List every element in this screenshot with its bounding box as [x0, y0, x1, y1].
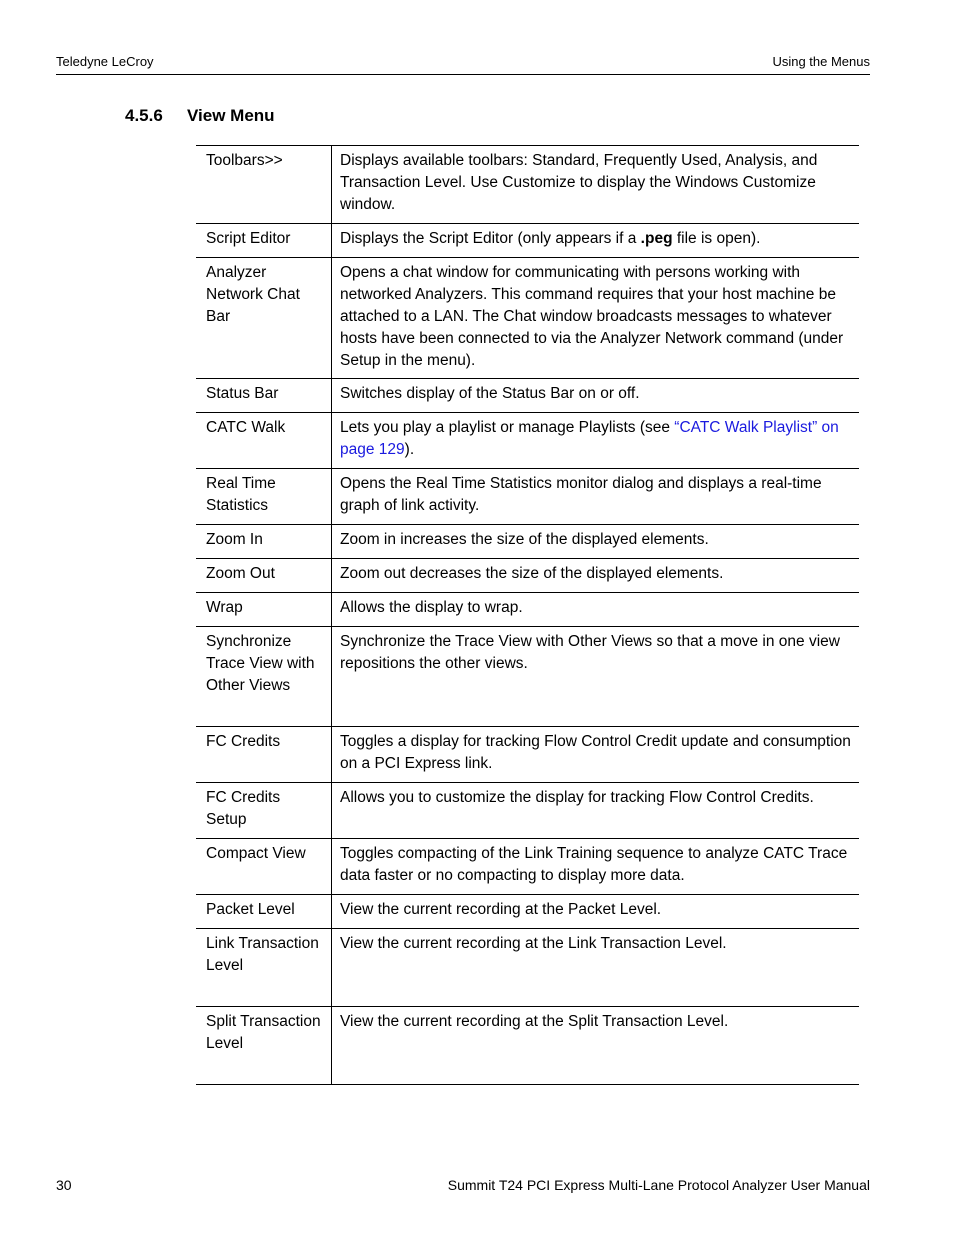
table-row: [196, 146, 859, 224]
menu-item-cell: Compact View: [196, 839, 332, 895]
menu-item-cell: Zoom In: [196, 525, 332, 559]
menu-item-cell: Packet Level: [196, 895, 332, 929]
table-row: [196, 525, 859, 559]
table-row: [196, 839, 859, 895]
menu-description-cell: Allows the display to wrap.: [332, 593, 860, 627]
menu-description-cell: View the current recording at the Split Transaction Level.: [332, 1007, 860, 1085]
table-row: [196, 258, 859, 379]
table-row: [196, 224, 859, 258]
page-header: [56, 52, 870, 75]
table-row: [196, 559, 859, 593]
menu-item-cell: Synchronize Trace View with Other Views: [196, 627, 332, 727]
menu-description-cell: Displays available toolbars: Standard, Frequently Used, Analysis, and Transaction Level. Use Customize to display the Windows Customize window.: [332, 146, 860, 224]
menu-item-cell: Analyzer Network Chat Bar: [196, 258, 332, 379]
table-row: [196, 727, 859, 783]
table-row: [196, 413, 859, 469]
table-row: [196, 929, 859, 1007]
file-extension: .peg: [640, 230, 673, 247]
menu-item-cell: FC Credits: [196, 727, 332, 783]
table-row: [196, 1007, 859, 1085]
menu-description-cell: Opens a chat window for communicating with persons working with networked Analyzers. This command requires that your host machine be attached to a LAN. The Chat window broadcasts messages to whatever hosts have been connected to via the Analyzer Network command (under Setup in the menu).: [332, 258, 860, 379]
section-number: 4.5.6: [125, 106, 163, 125]
menu-item-cell: Toolbars>>: [196, 146, 332, 224]
description-text: ).: [404, 441, 415, 458]
table-row: [196, 627, 859, 727]
manual-title: Summit T24 PCI Express Multi-Lane Protocol Analyzer User Manual: [447, 1177, 870, 1193]
section-heading: [125, 106, 275, 126]
view-menu-table: [196, 145, 859, 1085]
menu-description-cell: Toggles a display for tracking Flow Control Credit update and consumption on a PCI Express link.: [332, 727, 860, 783]
menu-item-cell: Wrap: [196, 593, 332, 627]
section-title: View Menu: [187, 106, 275, 125]
menu-item-cell: Real Time Statistics: [196, 469, 332, 525]
menu-description-cell: Toggles compacting of the Link Training sequence to analyze CATC Trace data faster or no compacting to display more data.: [332, 839, 860, 895]
table-row: [196, 783, 859, 839]
menu-item-cell: Zoom Out: [196, 559, 332, 593]
page-number: 30: [56, 1177, 72, 1193]
menu-item-cell: FC Credits Setup: [196, 783, 332, 839]
menu-description-cell: Synchronize the Trace View with Other Views so that a move in one view repositions the other views.: [332, 627, 860, 727]
description-text: Lets you play a playlist or manage Playlists (see: [340, 419, 675, 436]
table-row: [196, 379, 859, 413]
description-text: file is open).: [672, 230, 761, 247]
description-text: Displays the Script Editor (only appears if a: [340, 230, 641, 247]
menu-item-cell: Status Bar: [196, 379, 332, 413]
catc-walk-playlist-link[interactable]: “CATC Walk Playlist” on page 129: [340, 419, 839, 458]
table-row: [196, 469, 859, 525]
table-row: [196, 895, 859, 929]
menu-description-cell: Zoom in increases the size of the displayed elements.: [332, 525, 860, 559]
menu-description-cell: Switches display of the Status Bar on or off.: [332, 379, 860, 413]
menu-description-cell: [332, 413, 860, 469]
menu-description-cell: Opens the Real Time Statistics monitor dialog and displays a real-time graph of link activity.: [332, 469, 860, 525]
menu-description-cell: Allows you to customize the display for tracking Flow Control Credits.: [332, 783, 860, 839]
header-company: Teledyne LeCroy: [56, 54, 154, 69]
menu-description-cell: Zoom out decreases the size of the displayed elements.: [332, 559, 860, 593]
menu-description-cell: View the current recording at the Link Transaction Level.: [332, 929, 860, 1007]
header-chapter: Using the Menus: [772, 54, 870, 69]
menu-item-cell: Script Editor: [196, 224, 332, 258]
menu-item-cell: Link Transaction Level: [196, 929, 332, 1007]
menu-item-cell: Split Transaction Level: [196, 1007, 332, 1085]
menu-description-cell: [332, 224, 860, 258]
table-row: [196, 593, 859, 627]
menu-item-cell: CATC Walk: [196, 413, 332, 469]
menu-description-cell: View the current recording at the Packet Level.: [332, 895, 860, 929]
